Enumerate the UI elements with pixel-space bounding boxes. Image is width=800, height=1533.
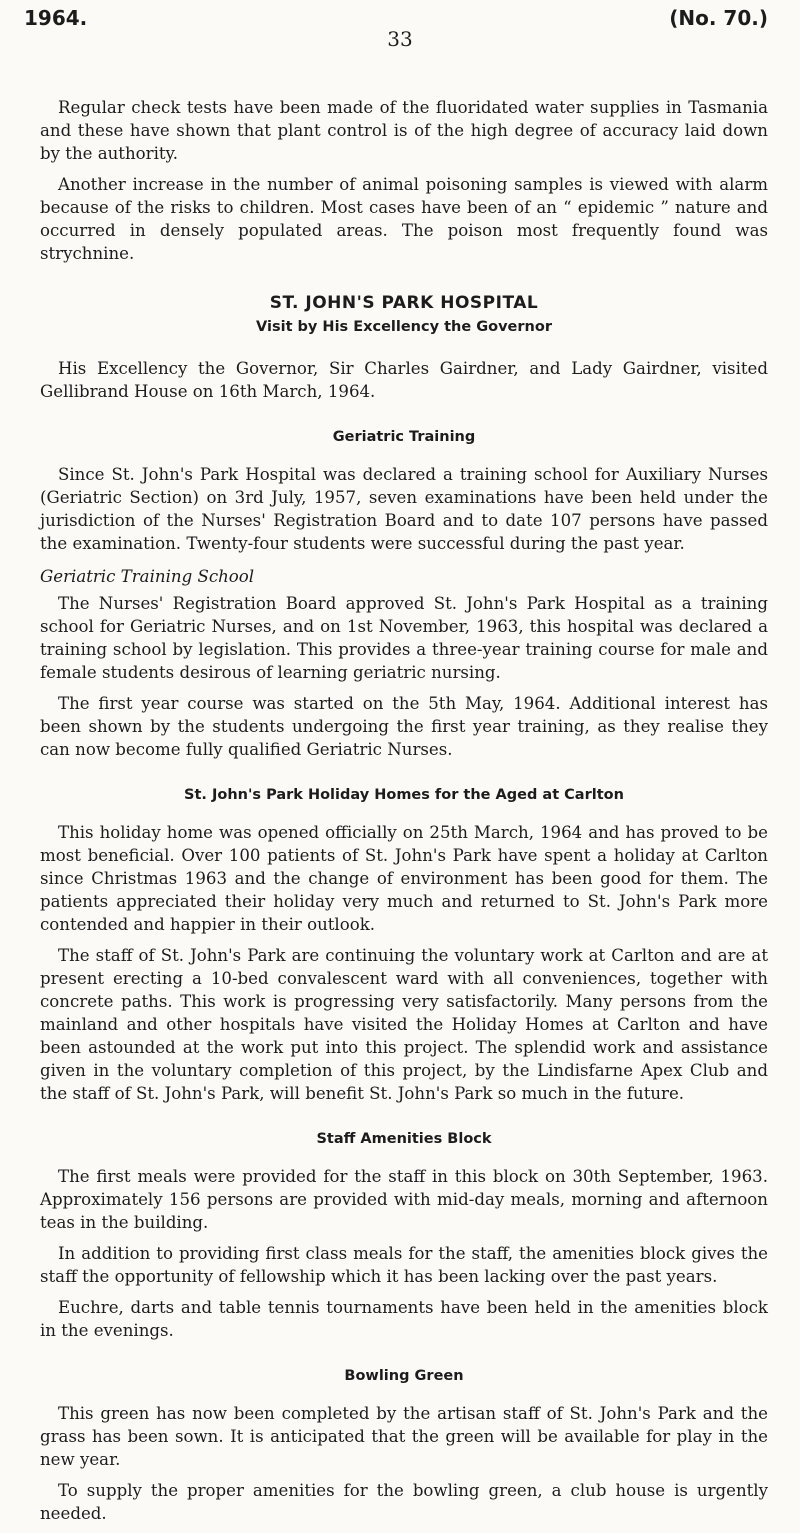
visit-paragraph: His Excellency the Governor, Sir Charles Gairdner, and Lady Gairdner, visited Gellibrand House on 16th March, 1964.: [40, 359, 768, 401]
amenities-paragraph-2: In addition to providing first class meals for the staff, the amenities block gives the staff the opportunity of fellowship which it has been lacking over the past years.: [40, 1244, 768, 1286]
header-year: 1964.: [24, 6, 88, 30]
intro-paragraph-2: Another increase in the number of animal poisoning samples is viewed with alarm because of the risks to children. Most cases have been of an “ epidemic ” nature and occurred in densely populated areas. The poison most frequently found was strychnine.: [40, 175, 768, 263]
holiday-paragraph-1: This holiday home was opened officially on 25th March, 1964 and has proved to be most beneficial. Over 100 patients of St. John's Park have spent a holiday at Carlton since Christmas 1963 and the change of environment has been good for them. The patients appreciated their holiday very much and returned to St. John's Park more contended and happier in their outlook.: [40, 823, 768, 934]
geriatric-training-paragraph: Since St. John's Park Hospital was declared a training school for Auxiliary Nurses (Geriatric Section) on 3rd July, 1957, seven examinations have been held under the jurisdiction of the Nurses' Registration Board and to date 107 persons have passed the examination. Twenty-four students were successful during the past year.: [40, 465, 768, 553]
amenities-paragraph-3: Euchre, darts and table tennis tournaments have been held in the amenities block in the evenings.: [40, 1298, 768, 1340]
header-issue-number: (No. 70.): [669, 6, 768, 30]
geriatric-training-heading: Geriatric Training: [332, 429, 476, 445]
geriatric-school-paragraph-1: The Nurses' Registration Board approved St. John's Park Hospital as a training school for Geriatric Nurses, and on 1st November, 1963, this hospital was declared a training school by legislation. This provides a three-year training course for male and female students desirous of learning geriatric nursing.: [40, 594, 768, 682]
hospital-title: ST. JOHN'S PARK HOSPITAL: [269, 293, 539, 313]
visit-heading: Visit by His Excellency the Governor: [256, 319, 552, 335]
bowling-paragraph-1: This green has now been completed by the artisan staff of St. John's Park and the grass has been sown. It is anticipated that the green will be available for play in the new year.: [40, 1404, 768, 1469]
amenities-paragraph-1: The first meals were provided for the staff in this block on 30th September, 1963. Approximately 156 persons are provided with mid-day meals, morning and afternoon teas in the building.: [40, 1167, 768, 1232]
holiday-paragraph-2: The staff of St. John's Park are continuing the voluntary work at Carlton and are at present erecting a 10-bed convalescent ward with all conveniences, together with concrete paths. This work is progressing very satisfactorily. Many persons from the mainland and other hospitals have visited the Holiday Homes at Carlton and have been astounded at the work put into this project. The splendid work and assistance given in the voluntary completion of this project, by the Lindisfarne Apex Club and the staff of St. John's Park, will benefit St. John's Park so much in the future.: [40, 946, 768, 1103]
geriatric-school-heading: Geriatric Training School: [40, 567, 255, 586]
intro-paragraph-1: Regular check tests have been made of the fluoridated water supplies in Tasmania and these have shown that plant control is of the high degree of accuracy laid down by the authority.: [40, 98, 768, 163]
document-body: [40, 96, 768, 1533]
geriatric-school-paragraph-2: The first year course was started on the 5th May, 1964. Additional interest has been shown by the students undergoing the first year training, as they realise they can now become fully qualified Geriatric Nurses.: [40, 694, 768, 759]
holiday-homes-heading: St. John's Park Holiday Homes for the Aged at Carlton: [184, 787, 624, 803]
bowling-green-heading: Bowling Green: [344, 1368, 464, 1384]
bowling-paragraph-2: To supply the proper amenities for the bowling green, a club house is urgently needed.: [40, 1481, 768, 1523]
staff-amenities-heading: Staff Amenities Block: [316, 1131, 492, 1147]
page-number: 33: [387, 27, 413, 51]
